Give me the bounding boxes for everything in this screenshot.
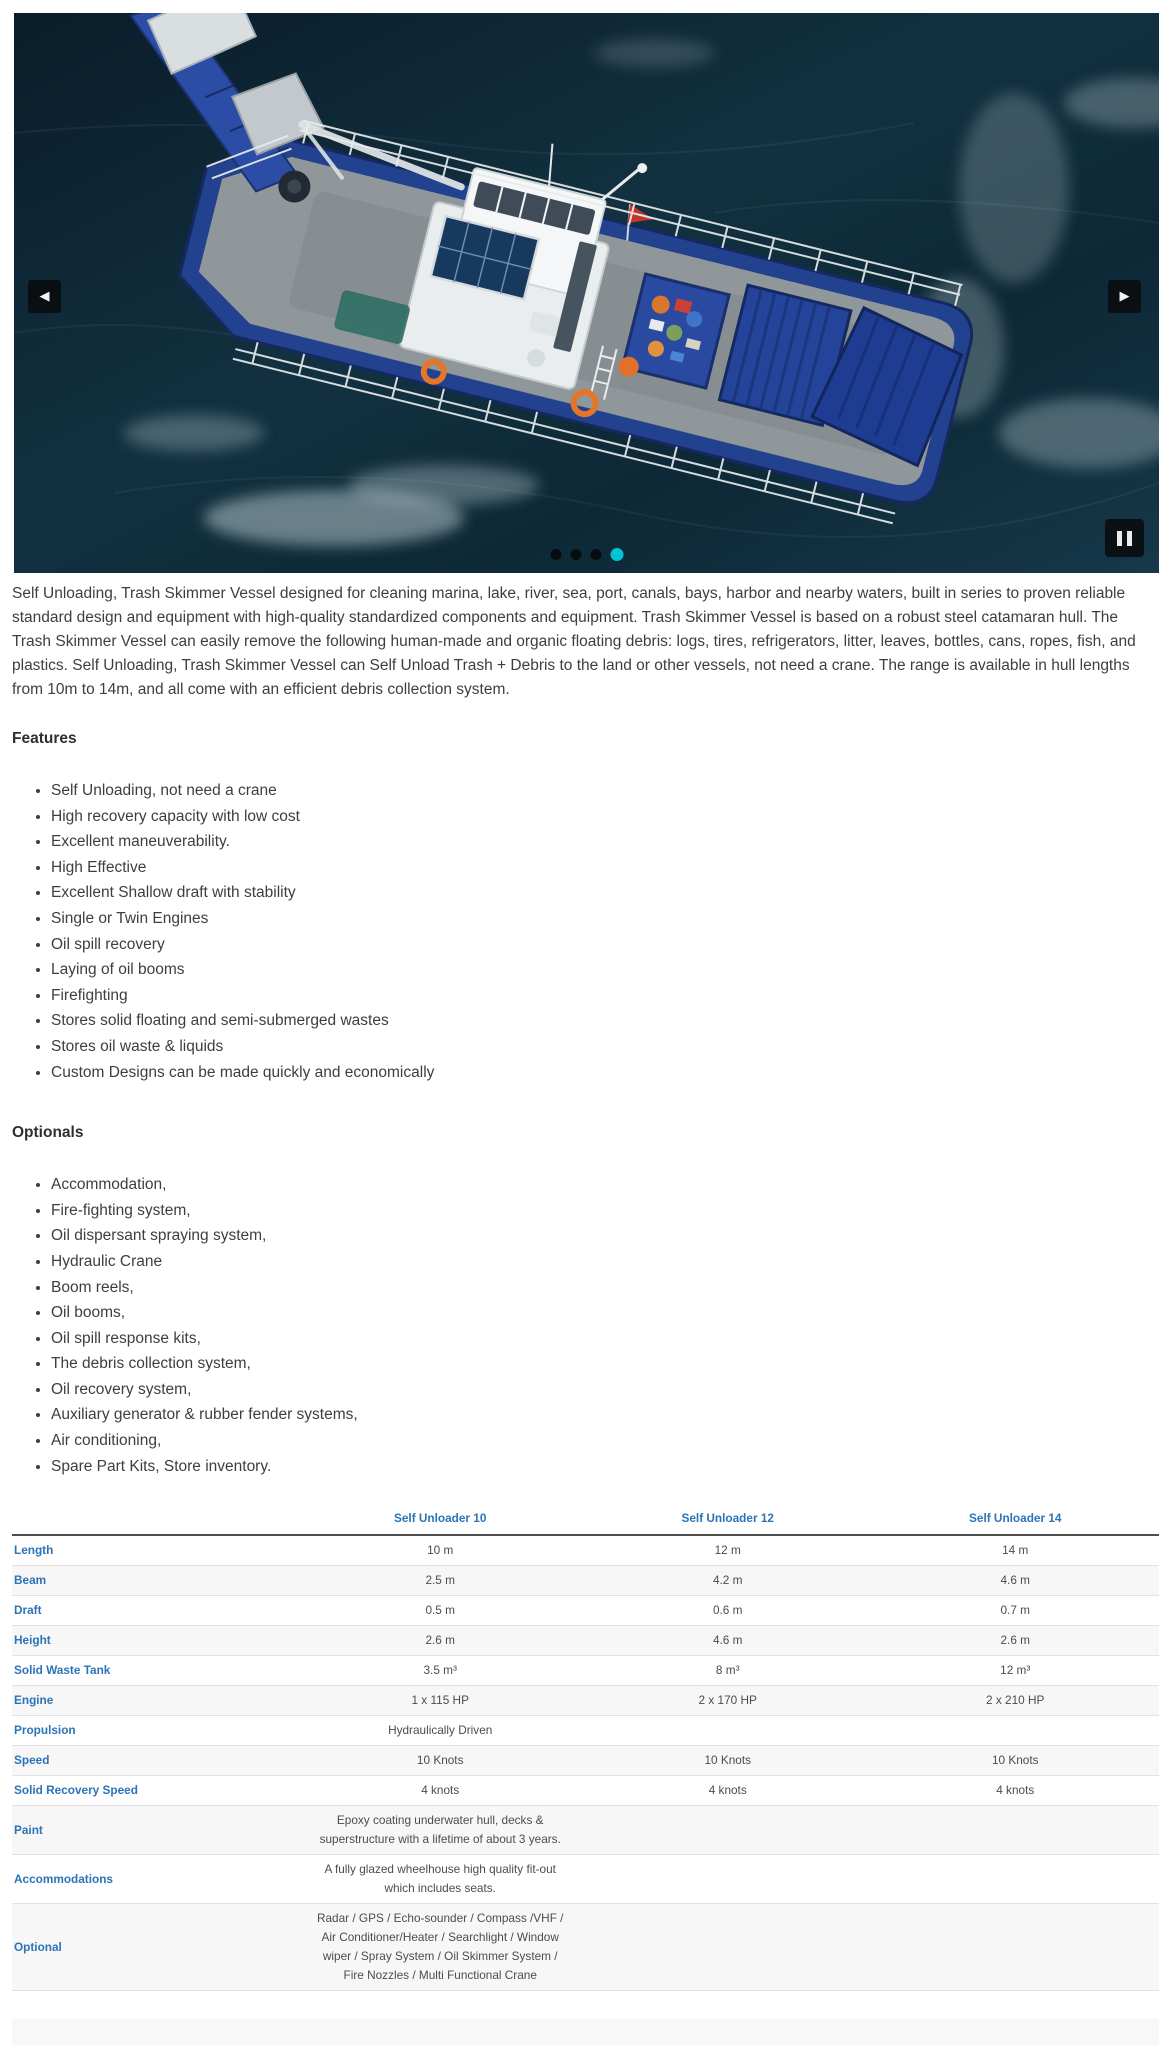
list-item: • Oil recovery system, [51,1377,1159,1403]
spec-row-label: Length [14,1543,54,1558]
list-item: • Air conditioning, [51,1428,1159,1454]
list-item: • High recovery capacity with low cost [51,804,1159,830]
spec-row-label: Paint [14,1822,43,1837]
spec-cell: 2 x 170 HP [698,1693,757,1708]
list-item: • Fire-fighting system, [51,1198,1159,1224]
spec-row-label: Height [14,1633,51,1648]
spec-cell: 3.5 m³ [423,1663,457,1678]
spec-cell: 0.7 m [1000,1603,1030,1618]
spec-row [12,1904,1159,1991]
list-item: • Oil booms, [51,1300,1159,1326]
carousel-dot[interactable] [570,549,581,560]
spec-row [12,1686,1159,1716]
spec-cell [871,1904,1159,1991]
spec-cell [871,1855,1159,1904]
optionals-list [12,1172,1159,1479]
spec-cell: 4 knots [421,1783,460,1798]
spec-cell: Epoxy coating underwater hull, decks & superstructure with a lifetime of about 3 years. [319,1813,561,1847]
spec-row-label: Optional [14,1939,62,1954]
features-heading: Features [12,730,77,747]
spec-cell [584,1855,872,1904]
spec-table [12,1505,1159,1991]
spec-row [12,1746,1159,1776]
spec-row-label: Engine [14,1693,54,1708]
pause-icon [1117,531,1122,546]
carousel-next-button[interactable] [1108,280,1141,313]
spec-row [12,1626,1159,1656]
list-item: • Excellent Shallow draft with stability [51,880,1159,906]
list-item: • Excellent maneuverability. [51,829,1159,855]
image-carousel [14,13,1159,573]
optionals-heading: Optionals [12,1124,84,1142]
spec-row-label: Solid Waste Tank [14,1663,111,1678]
list-item: • Boom reels, [51,1275,1159,1301]
list-item: • Oil dispersant spraying system, [51,1223,1159,1249]
list-item: • Laying of oil booms [51,957,1159,983]
section-divider [12,2019,1159,2045]
spec-row-label: Accommodations [14,1871,113,1886]
spec-row-label: Propulsion [14,1723,76,1738]
spec-row [12,1596,1159,1626]
list-item: • Oil spill recovery [51,932,1159,958]
spec-cell: 10 Knots [704,1753,752,1768]
spec-row [12,1855,1159,1904]
spec-cell: 10 Knots [416,1753,464,1768]
carousel-dot-active[interactable] [610,548,623,561]
spec-cell: 1 x 115 HP [411,1693,469,1708]
chevron-right-icon: ▶ [1119,289,1130,304]
spec-cell: 10 Knots [991,1753,1039,1768]
list-item: • Spare Part Kits, Store inventory. [51,1454,1159,1480]
chevron-left-icon: ◀ [39,289,50,304]
spec-cell: 4.6 m [712,1633,743,1648]
spec-row [12,1776,1159,1806]
list-item: • The debris collection system, [51,1351,1159,1377]
features-list [12,778,1159,1085]
spec-cell: 4 knots [708,1783,747,1798]
spec-cell [584,1806,872,1855]
spec-cell: Radar / GPS / Echo-sounder / Compass /VHF / Air Conditioner/Heater / Searchlight / Window wiper / Spray System / Oil Skimmer System / Fire Nozzles / Multi Functional Crane [316,1911,564,1983]
list-item: • Stores oil waste & liquids [51,1034,1159,1060]
carousel-pause-button[interactable] [1105,519,1144,557]
spec-cell: 10 m [427,1543,454,1558]
spec-cell: 4 knots [996,1783,1035,1798]
product-page [12,13,1159,2045]
spec-row [12,1535,1159,1566]
vessel-photo [14,13,1159,573]
carousel-dots [550,548,623,561]
spec-row-label: Beam [14,1573,47,1588]
spec-col-header: Self Unloader 12 [584,1505,872,1535]
spec-row [12,1806,1159,1855]
spec-row-label: Draft [14,1603,42,1618]
spec-cell: 4.6 m [1000,1573,1030,1588]
spec-cell: 12 m [714,1543,741,1558]
spec-cell: A fully glazed wheelhouse high quality fit-out which includes seats. [324,1862,556,1896]
list-item: • Firefighting [51,983,1159,1009]
spec-cell: 12 m³ [1000,1663,1031,1678]
carousel-prev-button[interactable] [28,280,61,313]
spec-table-header-row [12,1505,1159,1535]
spec-cell: 0.6 m [712,1603,743,1618]
spec-cell [584,1716,872,1746]
carousel-dot[interactable] [590,549,601,560]
list-item: • Hydraulic Crane [51,1249,1159,1275]
list-item: • Auxiliary generator & rubber fender systems, [51,1402,1159,1428]
list-item: • Single or Twin Engines [51,906,1159,932]
list-item: • High Effective [51,855,1159,881]
spec-cell: 2.6 m [1000,1633,1030,1648]
list-item: • Oil spill response kits, [51,1326,1159,1352]
spec-cell: 8 m³ [715,1663,740,1678]
list-item: • Stores solid floating and semi-submerged wastes [51,1008,1159,1034]
list-item: • Custom Designs can be made quickly and economically [51,1060,1159,1086]
spec-col-header: Self Unloader 14 [871,1505,1159,1535]
spec-row [12,1566,1159,1596]
spec-cell [871,1806,1159,1855]
spec-row-label: Solid Recovery Speed [14,1783,138,1798]
spec-cell [584,1904,872,1991]
spec-row-label: Speed [14,1753,50,1768]
spec-cell: 2.6 m [425,1633,455,1648]
spec-cell: 4.2 m [712,1573,743,1588]
spec-cell: Hydraulically Driven [388,1723,493,1738]
spec-col-header: Self Unloader 10 [296,1505,584,1535]
spec-table-body [12,1535,1159,1991]
spec-col-spacer [12,1505,296,1535]
spec-cell: 2 x 210 HP [986,1693,1045,1708]
list-item: • Accommodation, [51,1172,1159,1198]
spec-cell [871,1716,1159,1746]
product-description: Self Unloading, Trash Skimmer Vessel designed for cleaning marina, lake, river, sea, port, canals, bays, harbor and nearby waters, built in series to proven reliable standard design and equipment with high-quality standardized components and equipment. Trash Skimmer Vessel is based on a robust steel catamaran hull. The Trash Skimmer Vessel can easily remove the following human-made and organic floating debris: logs, tires, refrigerators, litter, leaves, bottles, cans, ropes, fish, and plastics. Self Unloading, Trash Skimmer Vessel can Self Unload Trash + Debris to the land or other vessels, not need a crane. The range is available in hull lengths from 10m to 14m, and all come with an efficient debris collection system. [12,585,1136,698]
spec-row [12,1716,1159,1746]
spec-cell: 0.5 m [425,1603,455,1618]
spec-cell: 2.5 m [425,1573,455,1588]
list-item: • Self Unloading, not need a crane [51,778,1159,804]
spec-row [12,1656,1159,1686]
pause-icon [1127,531,1132,546]
carousel-dot[interactable] [550,549,561,560]
spec-cell: 14 m [1002,1543,1029,1558]
